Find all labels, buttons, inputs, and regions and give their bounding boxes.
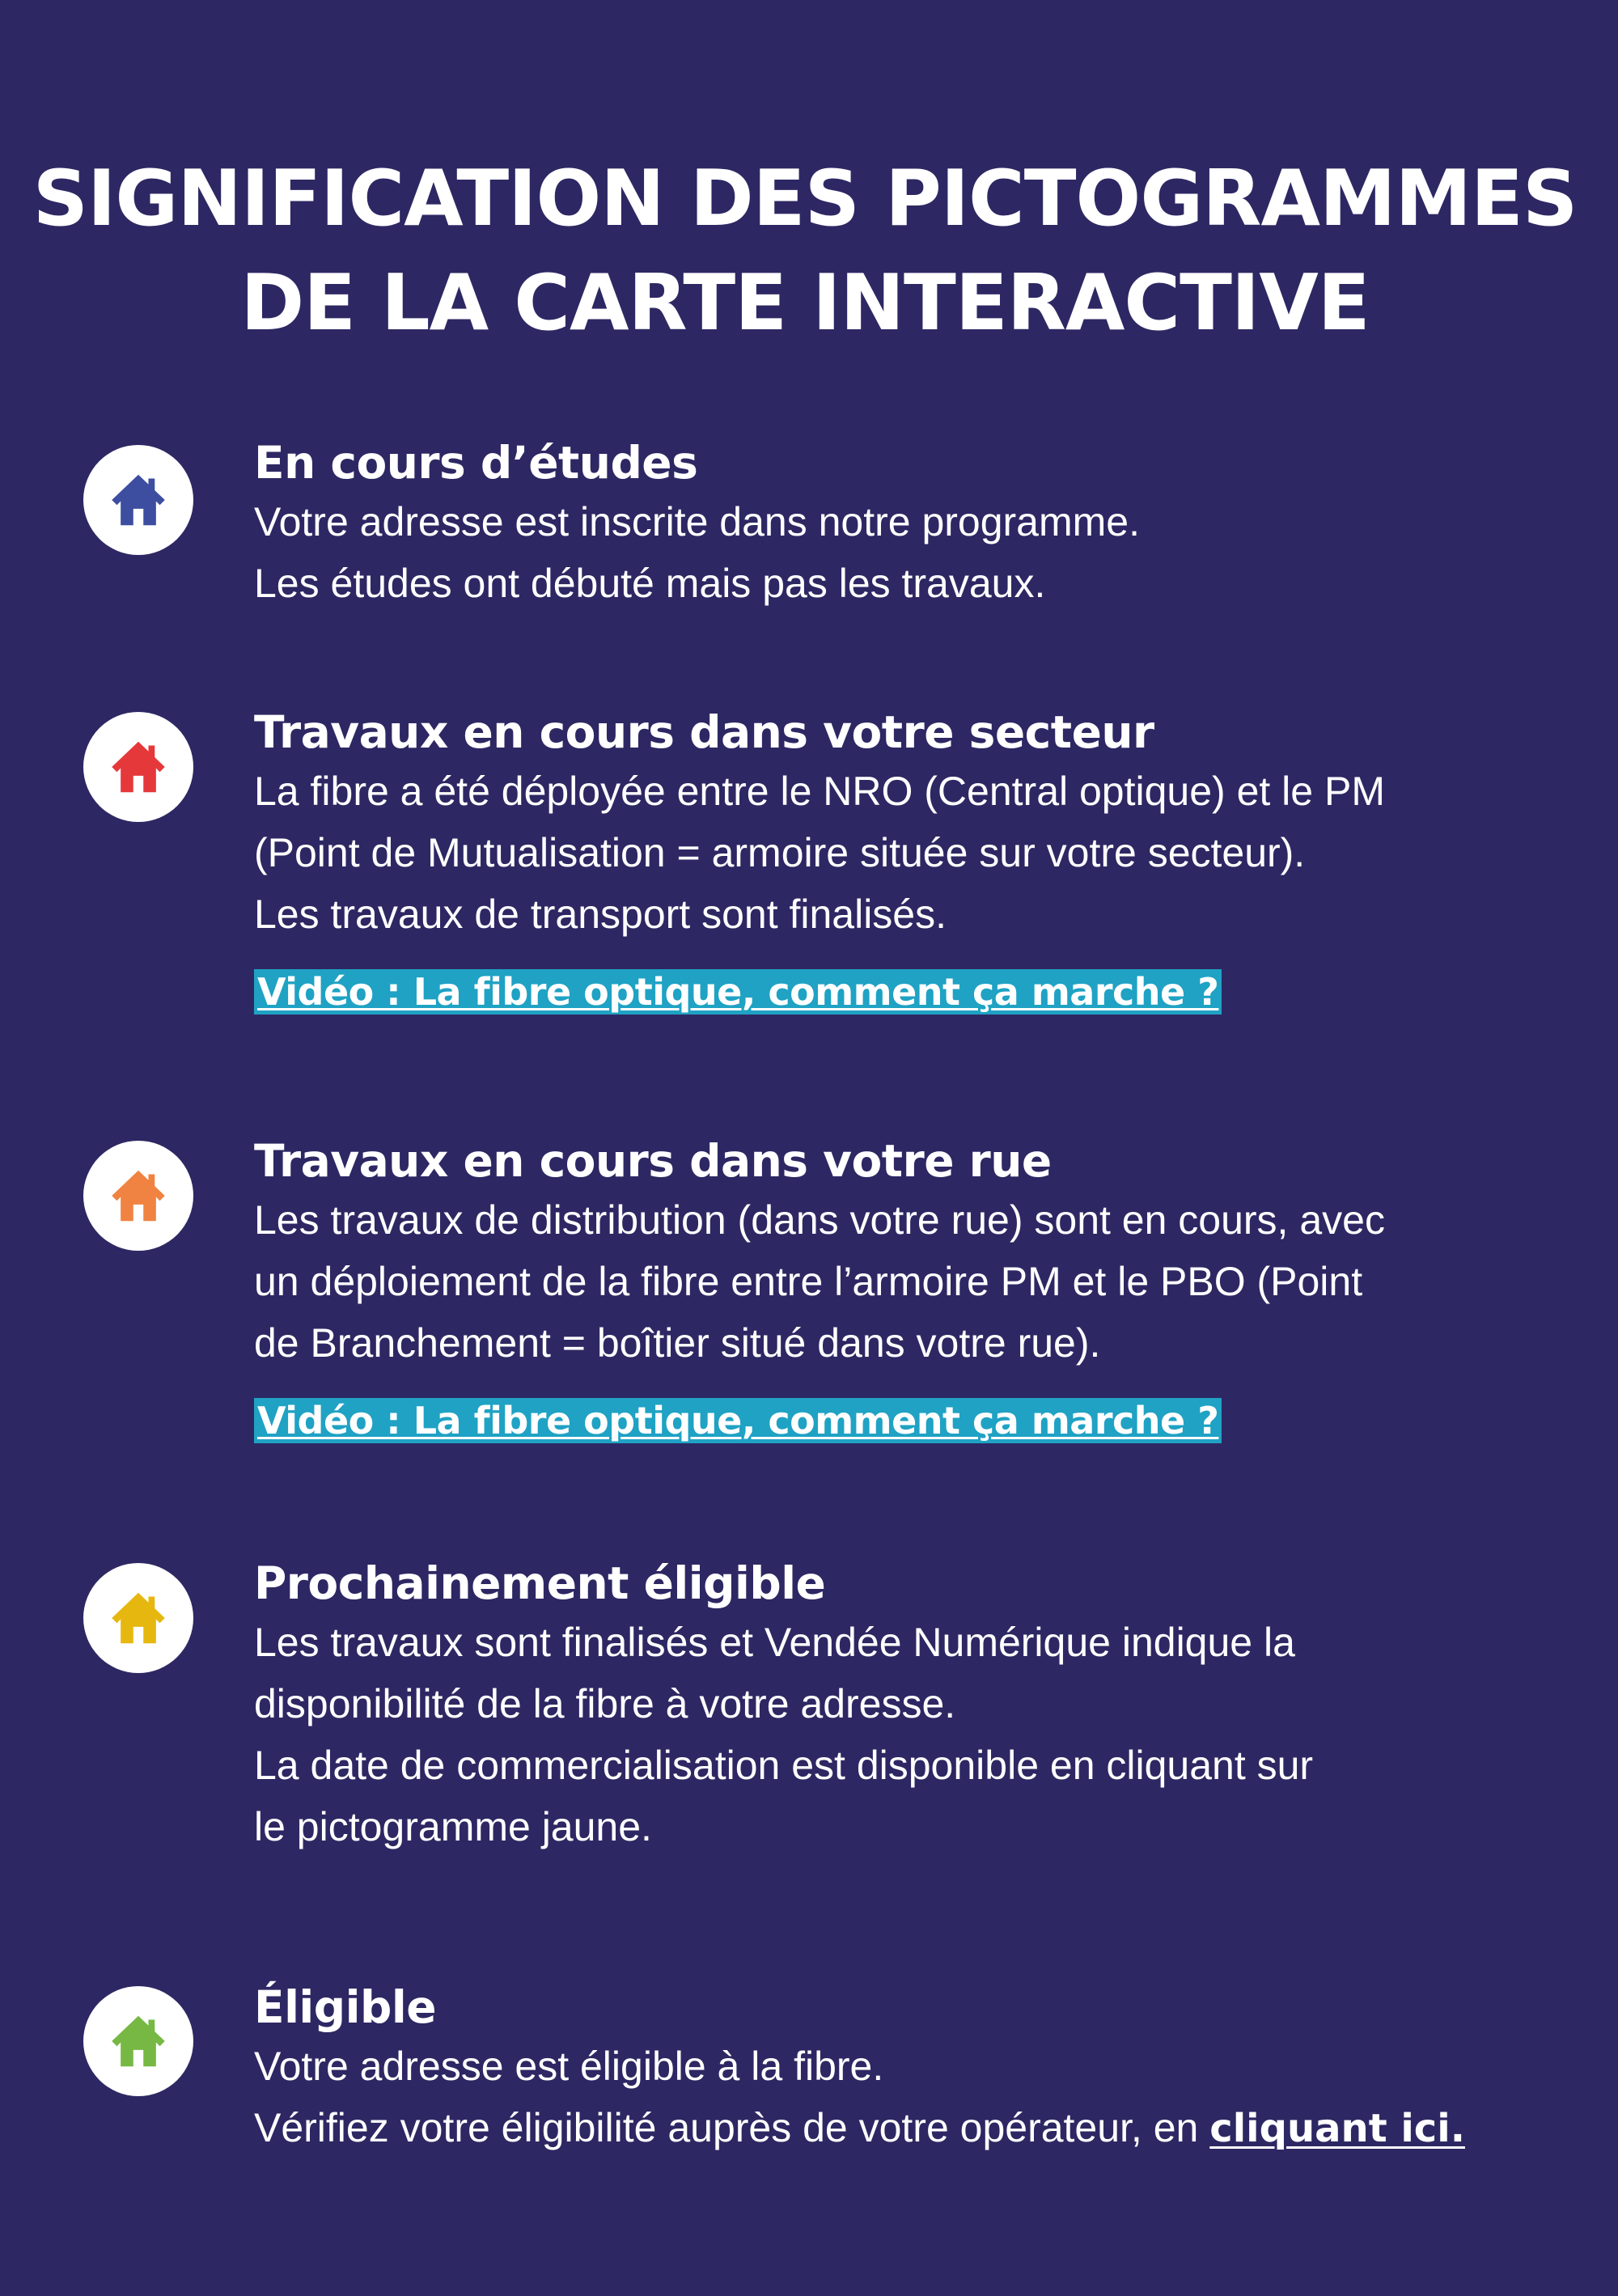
house-icon-orange (83, 1141, 193, 1251)
legend-item-description (254, 491, 1581, 614)
description-line: Les travaux de transport sont finalisés. (254, 892, 947, 937)
description-line: le pictogramme jaune. (254, 1804, 652, 1849)
house-icon-red (83, 712, 193, 822)
description-line (254, 2097, 1581, 2159)
description-line: Les études ont débuté mais pas les travaux. (254, 561, 1046, 606)
description-line: disponibilité de la fibre à votre adresse. (254, 1681, 956, 1726)
legend-item-content (254, 704, 1581, 1015)
page-title (0, 147, 1610, 356)
legend-item-title: Travaux en cours dans votre rue (254, 1135, 1052, 1187)
legend-item-title: Éligible (254, 1981, 437, 2033)
house-icon (107, 735, 170, 799)
description-text: Vérifiez votre éligibilité auprès de votre opérateur, en (254, 2105, 1210, 2150)
house-icon (107, 1164, 170, 1227)
house-icon (107, 2010, 170, 2073)
description-line: un déploiement de la fibre entre l’armoire PM et le PBO (Point (254, 1259, 1363, 1304)
description-line: de Branchement = boîtier situé dans votre rue). (254, 1320, 1101, 1366)
legend-item-content (254, 1555, 1581, 1858)
description-line: La fibre a été déployée entre le NRO (Central optique) et le PM (254, 769, 1385, 814)
page-title-line-2: DE LA CARTE INTERACTIVE (240, 258, 1370, 348)
house-icon (107, 1586, 170, 1650)
description-line: La date de commercialisation est disponible en cliquant sur (254, 1743, 1314, 1788)
video-link[interactable]: Vidéo : La fibre optique, comment ça marche ? (254, 1398, 1222, 1443)
legend-item-description (254, 760, 1581, 945)
legend-item-description (254, 1189, 1581, 1374)
legend-item-description (254, 1612, 1581, 1858)
house-icon (107, 468, 170, 532)
page-title-line-1: SIGNIFICATION DES PICTOGRAMMES (32, 154, 1578, 244)
eligibility-link[interactable]: cliquant ici. (1209, 2106, 1465, 2151)
description-line: (Point de Mutualisation = armoire située sur votre secteur). (254, 830, 1306, 875)
description-line: Votre adresse est inscrite dans notre programme. (254, 499, 1140, 544)
legend-item-title: En cours d’études (254, 437, 698, 489)
description-line: Votre adresse est éligible à la fibre. (254, 2044, 884, 2089)
legend-item-title: Prochainement éligible (254, 1557, 826, 1609)
legend-item-content (254, 1979, 1581, 2159)
house-icon-yellow (83, 1563, 193, 1673)
legend-item-content (254, 434, 1581, 614)
legend-item-title: Travaux en cours dans votre secteur (254, 706, 1154, 758)
description-line: Les travaux de distribution (dans votre rue) sont en cours, avec (254, 1197, 1385, 1243)
house-icon-blue (83, 445, 193, 555)
legend-item-content (254, 1133, 1581, 1443)
video-link[interactable]: Vidéo : La fibre optique, comment ça marche ? (254, 969, 1222, 1015)
house-icon-green (83, 1986, 193, 2096)
description-line: Les travaux sont finalisés et Vendée Numérique indique la (254, 1620, 1295, 1665)
legend-item-description (254, 2035, 1581, 2159)
